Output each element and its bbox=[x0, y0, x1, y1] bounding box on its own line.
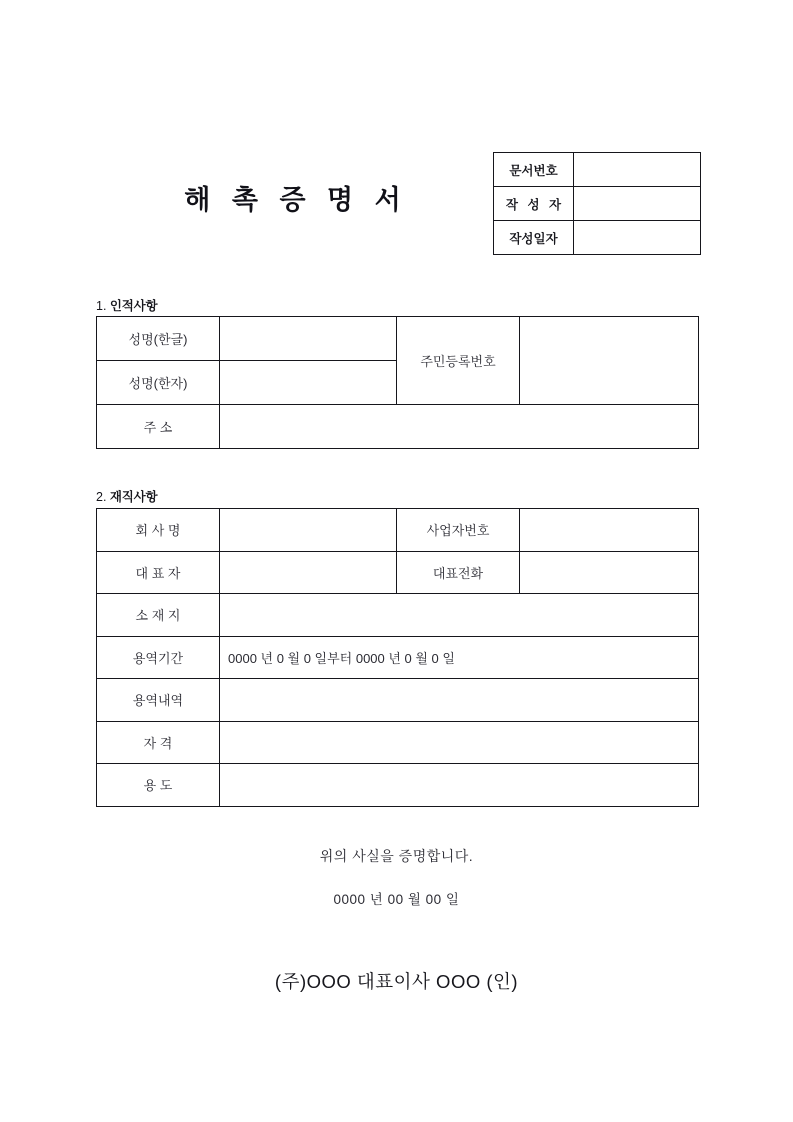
value-company-name[interactable] bbox=[220, 509, 397, 552]
label-name-hangul: 성명(한글) bbox=[97, 317, 220, 361]
label-resident-registration-number: 주민등록번호 bbox=[397, 317, 520, 405]
personal-info-table bbox=[96, 316, 699, 449]
value-address[interactable] bbox=[220, 405, 699, 449]
meta-label-document-number: 문서번호 bbox=[494, 153, 574, 187]
label-qualification: 자 격 bbox=[97, 721, 220, 764]
label-name-hanja: 성명(한자) bbox=[97, 361, 220, 405]
value-name-hanja[interactable] bbox=[220, 361, 397, 405]
meta-value-document-number[interactable] bbox=[574, 153, 701, 187]
section-title: 재직사항 bbox=[109, 490, 158, 504]
section-heading-employment-info bbox=[96, 487, 157, 505]
employment-info-table bbox=[96, 508, 699, 807]
table-row bbox=[97, 679, 699, 722]
value-representative[interactable] bbox=[220, 551, 397, 594]
label-service-period: 용역기간 bbox=[97, 636, 220, 679]
certification-date: 0000 년 00 월 00 일 bbox=[333, 892, 460, 907]
value-representative-phone[interactable] bbox=[520, 551, 699, 594]
section-heading-personal-info bbox=[96, 296, 157, 314]
label-representative: 대 표 자 bbox=[97, 551, 220, 594]
label-representative-phone: 대표전화 bbox=[397, 551, 520, 594]
value-business-number[interactable] bbox=[520, 509, 699, 552]
value-name-hangul[interactable] bbox=[220, 317, 397, 361]
section-number: 1. bbox=[96, 299, 107, 313]
table-row bbox=[97, 636, 699, 679]
table-row bbox=[97, 721, 699, 764]
meta-value-author[interactable] bbox=[574, 187, 701, 221]
table-row bbox=[97, 317, 699, 361]
page-title: 해 촉 증 명 서 bbox=[184, 185, 408, 215]
document-meta-table bbox=[493, 152, 701, 255]
table-row bbox=[97, 551, 699, 594]
label-location: 소 재 지 bbox=[97, 594, 220, 637]
table-row bbox=[494, 221, 701, 255]
label-purpose: 용 도 bbox=[97, 764, 220, 807]
section-number: 2. bbox=[96, 490, 107, 504]
value-location[interactable] bbox=[220, 594, 699, 637]
meta-value-date-written[interactable] bbox=[574, 221, 701, 255]
value-qualification[interactable] bbox=[220, 721, 699, 764]
certification-statement: 위의 사실을 증명합니다. bbox=[319, 848, 474, 864]
meta-label-author: 작 성 자 bbox=[494, 187, 574, 221]
table-row bbox=[97, 594, 699, 637]
table-row bbox=[494, 153, 701, 187]
issuer-signature-line: (주)OOO 대표이사 OOO (인) bbox=[274, 971, 519, 992]
label-business-number: 사업자번호 bbox=[397, 509, 520, 552]
table-row bbox=[494, 187, 701, 221]
label-address: 주 소 bbox=[97, 405, 220, 449]
value-service-period[interactable]: 0000 년 0 월 0 일부터 0000 년 0 월 0 일 bbox=[220, 636, 699, 679]
meta-label-date-written: 작성일자 bbox=[494, 221, 574, 255]
value-service-details[interactable] bbox=[220, 679, 699, 722]
table-row bbox=[97, 405, 699, 449]
value-purpose[interactable] bbox=[220, 764, 699, 807]
value-resident-registration-number[interactable] bbox=[520, 317, 699, 405]
table-row bbox=[97, 509, 699, 552]
label-service-details: 용역내역 bbox=[97, 679, 220, 722]
section-title: 인적사항 bbox=[109, 299, 158, 313]
table-row bbox=[97, 764, 699, 807]
label-company-name: 회 사 명 bbox=[97, 509, 220, 552]
